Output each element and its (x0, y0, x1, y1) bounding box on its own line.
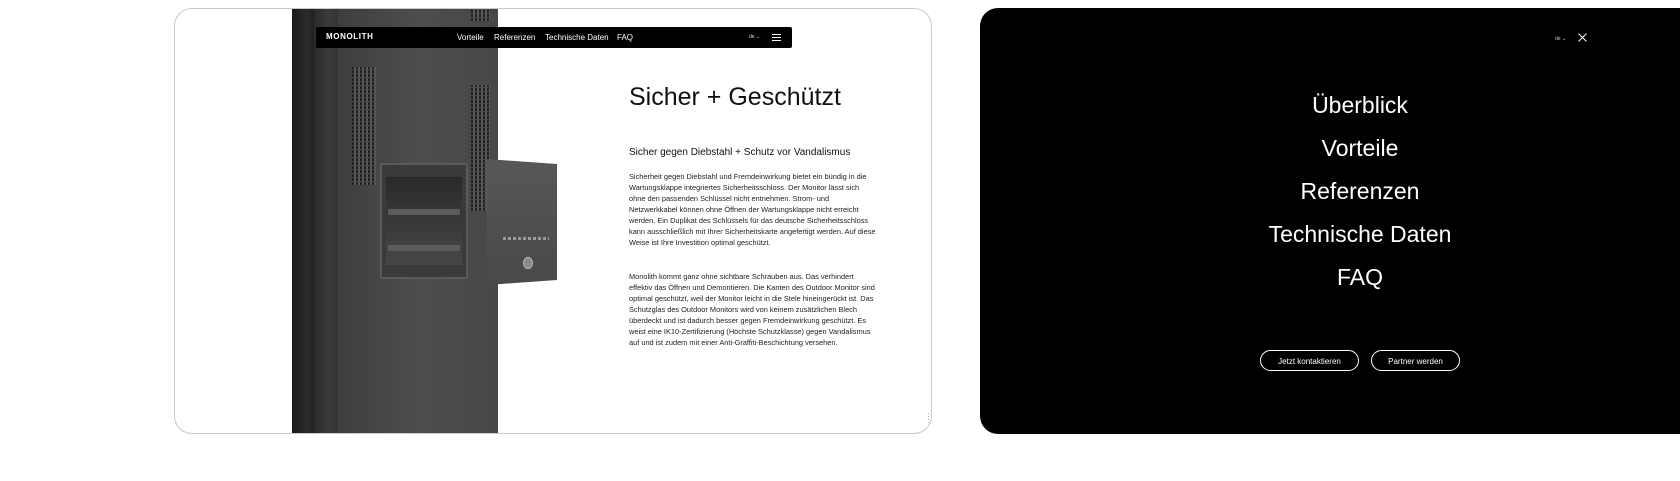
language-code: de (1555, 36, 1561, 42)
maintenance-flap (487, 159, 557, 285)
partner-button[interactable]: Partner werden (1371, 350, 1460, 371)
brand-logo[interactable]: MONOLITH (326, 32, 374, 41)
menu-item-technische-daten[interactable]: Technische Daten (1268, 221, 1452, 247)
menu-item-referenzen[interactable]: Referenzen (1300, 178, 1420, 204)
pillar-edge (314, 9, 338, 434)
hamburger-icon[interactable] (772, 33, 781, 42)
nav-link-vorteile[interactable]: Vorteile (457, 33, 484, 42)
flap-label-plate (503, 237, 549, 240)
nav-link-faq[interactable]: FAQ (617, 33, 634, 42)
pillar-side-shadow (292, 9, 314, 434)
menu-list (1080, 84, 1640, 299)
vent-grille-top (471, 9, 490, 21)
chevron-down-icon: ⌄ (1561, 36, 1567, 42)
section-subtitle: Sicher gegen Diebstahl + Schutz vor Vandalismus (629, 147, 851, 158)
menu-item-vorteile[interactable]: Vorteile (1321, 135, 1399, 161)
lock-icon (523, 257, 533, 269)
menu-item-faq[interactable]: FAQ (1336, 264, 1383, 290)
language-code: de (749, 34, 755, 40)
nav-link-referenzen[interactable]: Referenzen (494, 33, 536, 42)
nav-link-technische-daten[interactable]: Technische Daten (545, 33, 609, 42)
chevron-down-icon: ⌄ (755, 34, 761, 40)
content-card (174, 8, 932, 434)
contact-button[interactable]: Jetzt kontaktieren (1260, 350, 1359, 371)
top-navbar (316, 27, 792, 48)
paragraph-security: Sicherheit gegen Diebstahl und Fremdeinwirkung bietet ein bündig in die Wartungsklappe integriertes Sicherheitsschloss. Der Monitor lässt sich ohne den passenden Schlüssel nicht entnehmen. Strom- und Netzwerkkabel können ohne Öffnen der Wartungsklappe nicht erreicht werden. Ein Duplikat des Schlüssels für das deutsche Sicherheitsschloss kann ausschließlich mit Ihrer Sicherheitskarte angefertigt werden. Auf diese Weise ist Ihre Investition optimal geschützt. (629, 172, 876, 247)
compartment-rail (388, 209, 460, 215)
menu-language-selector[interactable] (1555, 36, 1566, 42)
paragraph-vandalism: Monolith kommt ganz ohne sichtbare Schrauben aus. Das verhindert effektiv das Öffnen und Demontieren. Die Kanten des Outdoor Monitor sind optimal geschützt, weil der Monitor leicht in die Stele hineingerückt ist. Das Schutzglas des Outdoor Monitors wird von keinem zusätzlichen Blech überdeckt und ist dadurch besser gegen Fremdeinwirkung geschützt. Es weist eine IK10-Zertifizierung (Höchste Schutzklasse) gegen Vandalismus auf und ist zudem mit einer Anti-Graffiti-Beschichtung versehen. (629, 272, 875, 347)
menu-item-ueberblick[interactable]: Überblick (1312, 92, 1408, 118)
compartment-rail (388, 245, 460, 251)
close-icon[interactable] (1577, 33, 1587, 43)
language-selector[interactable] (749, 34, 760, 40)
scroll-indicator (928, 413, 929, 427)
menu-overlay (980, 8, 1680, 434)
page-title: Sicher + Geschützt (629, 83, 841, 111)
compartment-inner (386, 177, 462, 265)
maintenance-compartment (380, 163, 468, 279)
vent-grille-left (352, 67, 376, 185)
